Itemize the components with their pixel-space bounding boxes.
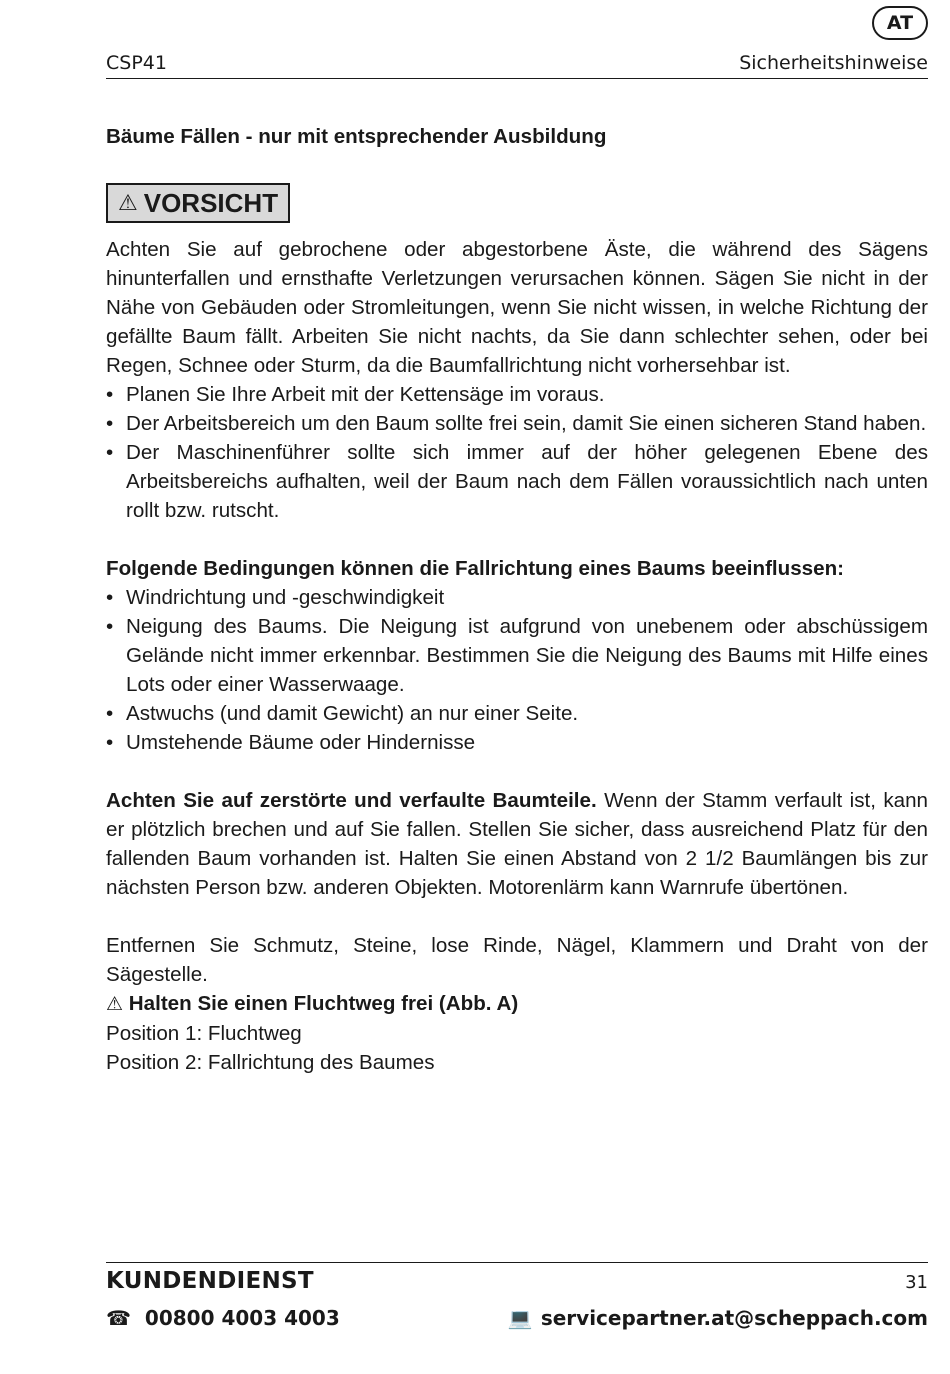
page-number: 31: [905, 1272, 928, 1293]
customer-service-title: KUNDENDIENST: [106, 1268, 314, 1294]
model-name: CSP41: [106, 52, 167, 74]
document-page: [106, 0, 928, 1374]
position-2: Position 2: Fallrichtung des Baumes: [106, 1051, 435, 1074]
caution-label: [106, 183, 290, 223]
list-item: • Umstehende Bäume oder Hindernisse: [106, 728, 928, 757]
escape-route-text: Halten Sie einen Fluchtweg frei (Abb. A): [128, 992, 519, 1015]
service-email: [508, 1306, 928, 1330]
country-badge: [872, 6, 928, 40]
section-heading-conditions: Folgende Bedingungen können die Fallrichtung eines Baums beeinflussen:: [106, 557, 845, 580]
escape-route-heading: [106, 989, 928, 1019]
header-divider: [106, 78, 928, 79]
list-item: • Der Arbeitsbereich um den Baum sollte frei sein, damit Sie einen sicheren Stand haben.: [106, 409, 928, 438]
rotten-parts-paragraph: [106, 786, 928, 902]
phone-number: 00800 4003 4003: [144, 1306, 340, 1330]
section-heading-tree-felling: Bäume Fällen - nur mit entsprechender Ausbildung: [106, 125, 607, 148]
service-phone: [106, 1306, 340, 1330]
warning-triangle-icon: ⚠: [118, 190, 138, 216]
list-item: • Neigung des Baums. Die Neigung ist aufgrund von unebenem oder abschüssigem Gelände nicht immer erkennbar. Bestimmen Sie die Neigung des Baums mit Hilfe eines Lots oder einer Wasserwaage.: [106, 612, 928, 699]
footer-divider: [106, 1262, 928, 1263]
country-code: AT: [886, 12, 914, 34]
telephone-icon: ☎: [106, 1306, 131, 1330]
list-item: • Windrichtung und -geschwindigkeit: [106, 583, 928, 612]
caution-text: VORSICHT: [143, 187, 279, 218]
conditions-bullet-list: [106, 583, 928, 757]
warning-triangle-icon: ⚠: [106, 993, 124, 1015]
computer-icon: 💻: [507, 1306, 533, 1330]
caution-paragraph: Achten Sie auf gebrochene oder abgestorbene Äste, die während des Sägens hinunterfallen und ernsthafte Verletzungen verursachen können. Sägen Sie nicht in der Nähe von Gebäuden oder Stromleitungen, wenn Sie nicht wissen, in welche Richtung der gefällte Baum fällt. Arbeiten Sie nicht nachts, da Sie dann schlechter sehen, oder bei Regen, Schnee oder Sturm, da die Baumfallrichtung nicht vorhersehbar ist.: [106, 238, 928, 377]
position-1: Position 1: Fluchtweg: [106, 1022, 302, 1045]
list-item: • Astwuchs (und damit Gewicht) an nur einer Seite.: [106, 699, 928, 728]
section-title: Sicherheitshinweise: [739, 52, 928, 74]
rotten-parts-text: Wenn der Stamm verfault ist, kann er plötzlich brechen und auf Sie fallen. Stellen Sie sicher, dass ausreichend Platz für den fallenden Baum vorhanden ist. Halten Sie einen Abstand von 2 1/2 Baumlängen bis zur nächsten Person bzw. anderen Objekten. Motorenlärm kann Warnrufe übertönen.: [106, 789, 929, 899]
page-header: [106, 50, 928, 78]
page-body: [106, 122, 928, 1077]
cleanup-paragraph: Entfernen Sie Schmutz, Steine, lose Rinde, Nägel, Klammern und Draht von der Sägestelle.: [106, 934, 928, 986]
felling-bullet-list: [106, 380, 928, 525]
email-address: servicepartner.at@scheppach.com: [540, 1306, 928, 1330]
list-item: • Planen Sie Ihre Arbeit mit der Kettensäge im voraus.: [106, 380, 928, 409]
list-item: • Der Maschinenführer sollte sich immer auf der höher gelegenen Ebene des Arbeitsbereichs aufhalten, weil der Baum nach dem Fällen voraussichtlich nach unten rollt bzw. rutscht.: [106, 438, 928, 525]
rotten-parts-lead: Achten Sie auf zerstörte und verfaulte Baumteile.: [106, 789, 597, 812]
